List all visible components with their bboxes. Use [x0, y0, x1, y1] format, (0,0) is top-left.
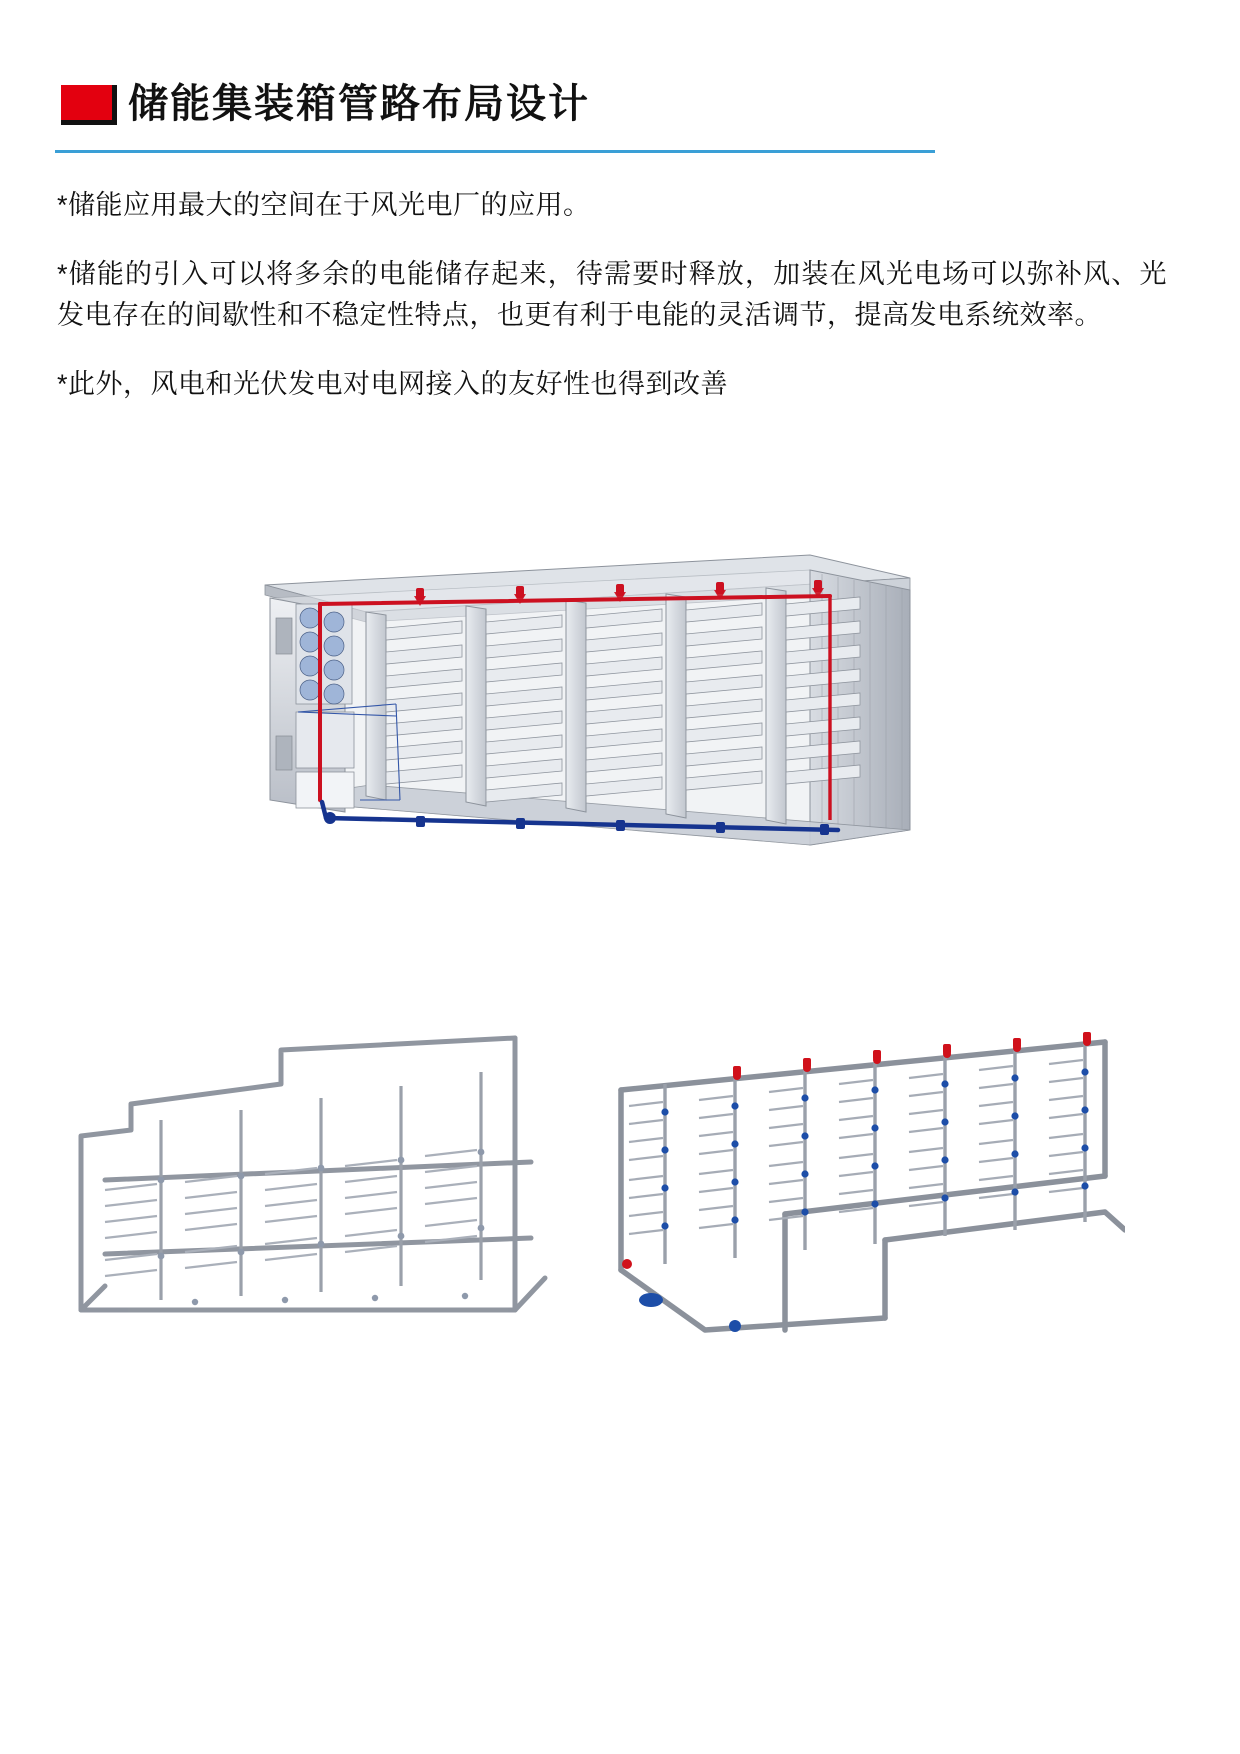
figure-container-overview: [170, 500, 930, 900]
body-text: [57, 185, 1172, 433]
header-divider: [55, 150, 935, 153]
paragraph-2: *储能的引入可以将多余的电能储存起来，待需要时释放，加装在风光电场可以弥补风、光发电存在的间歇性和不稳定性特点，也更有利于电能的灵活调节，提高发电系统效率。: [57, 259, 1167, 330]
header-mark-icon: [61, 85, 117, 125]
figure-pipe-layout-right: [585, 1000, 1125, 1350]
page-title: 储能集装箱管路布局设计: [128, 82, 590, 126]
paragraph-1: *储能应用最大的空间在于风光电厂的应用。: [57, 190, 591, 220]
paragraph-3: *此外，风电和光伏发电对电网接入的友好性也得到改善: [57, 369, 729, 399]
figure-pipe-layout-left: [45, 1010, 565, 1340]
page-header: [55, 70, 1055, 162]
